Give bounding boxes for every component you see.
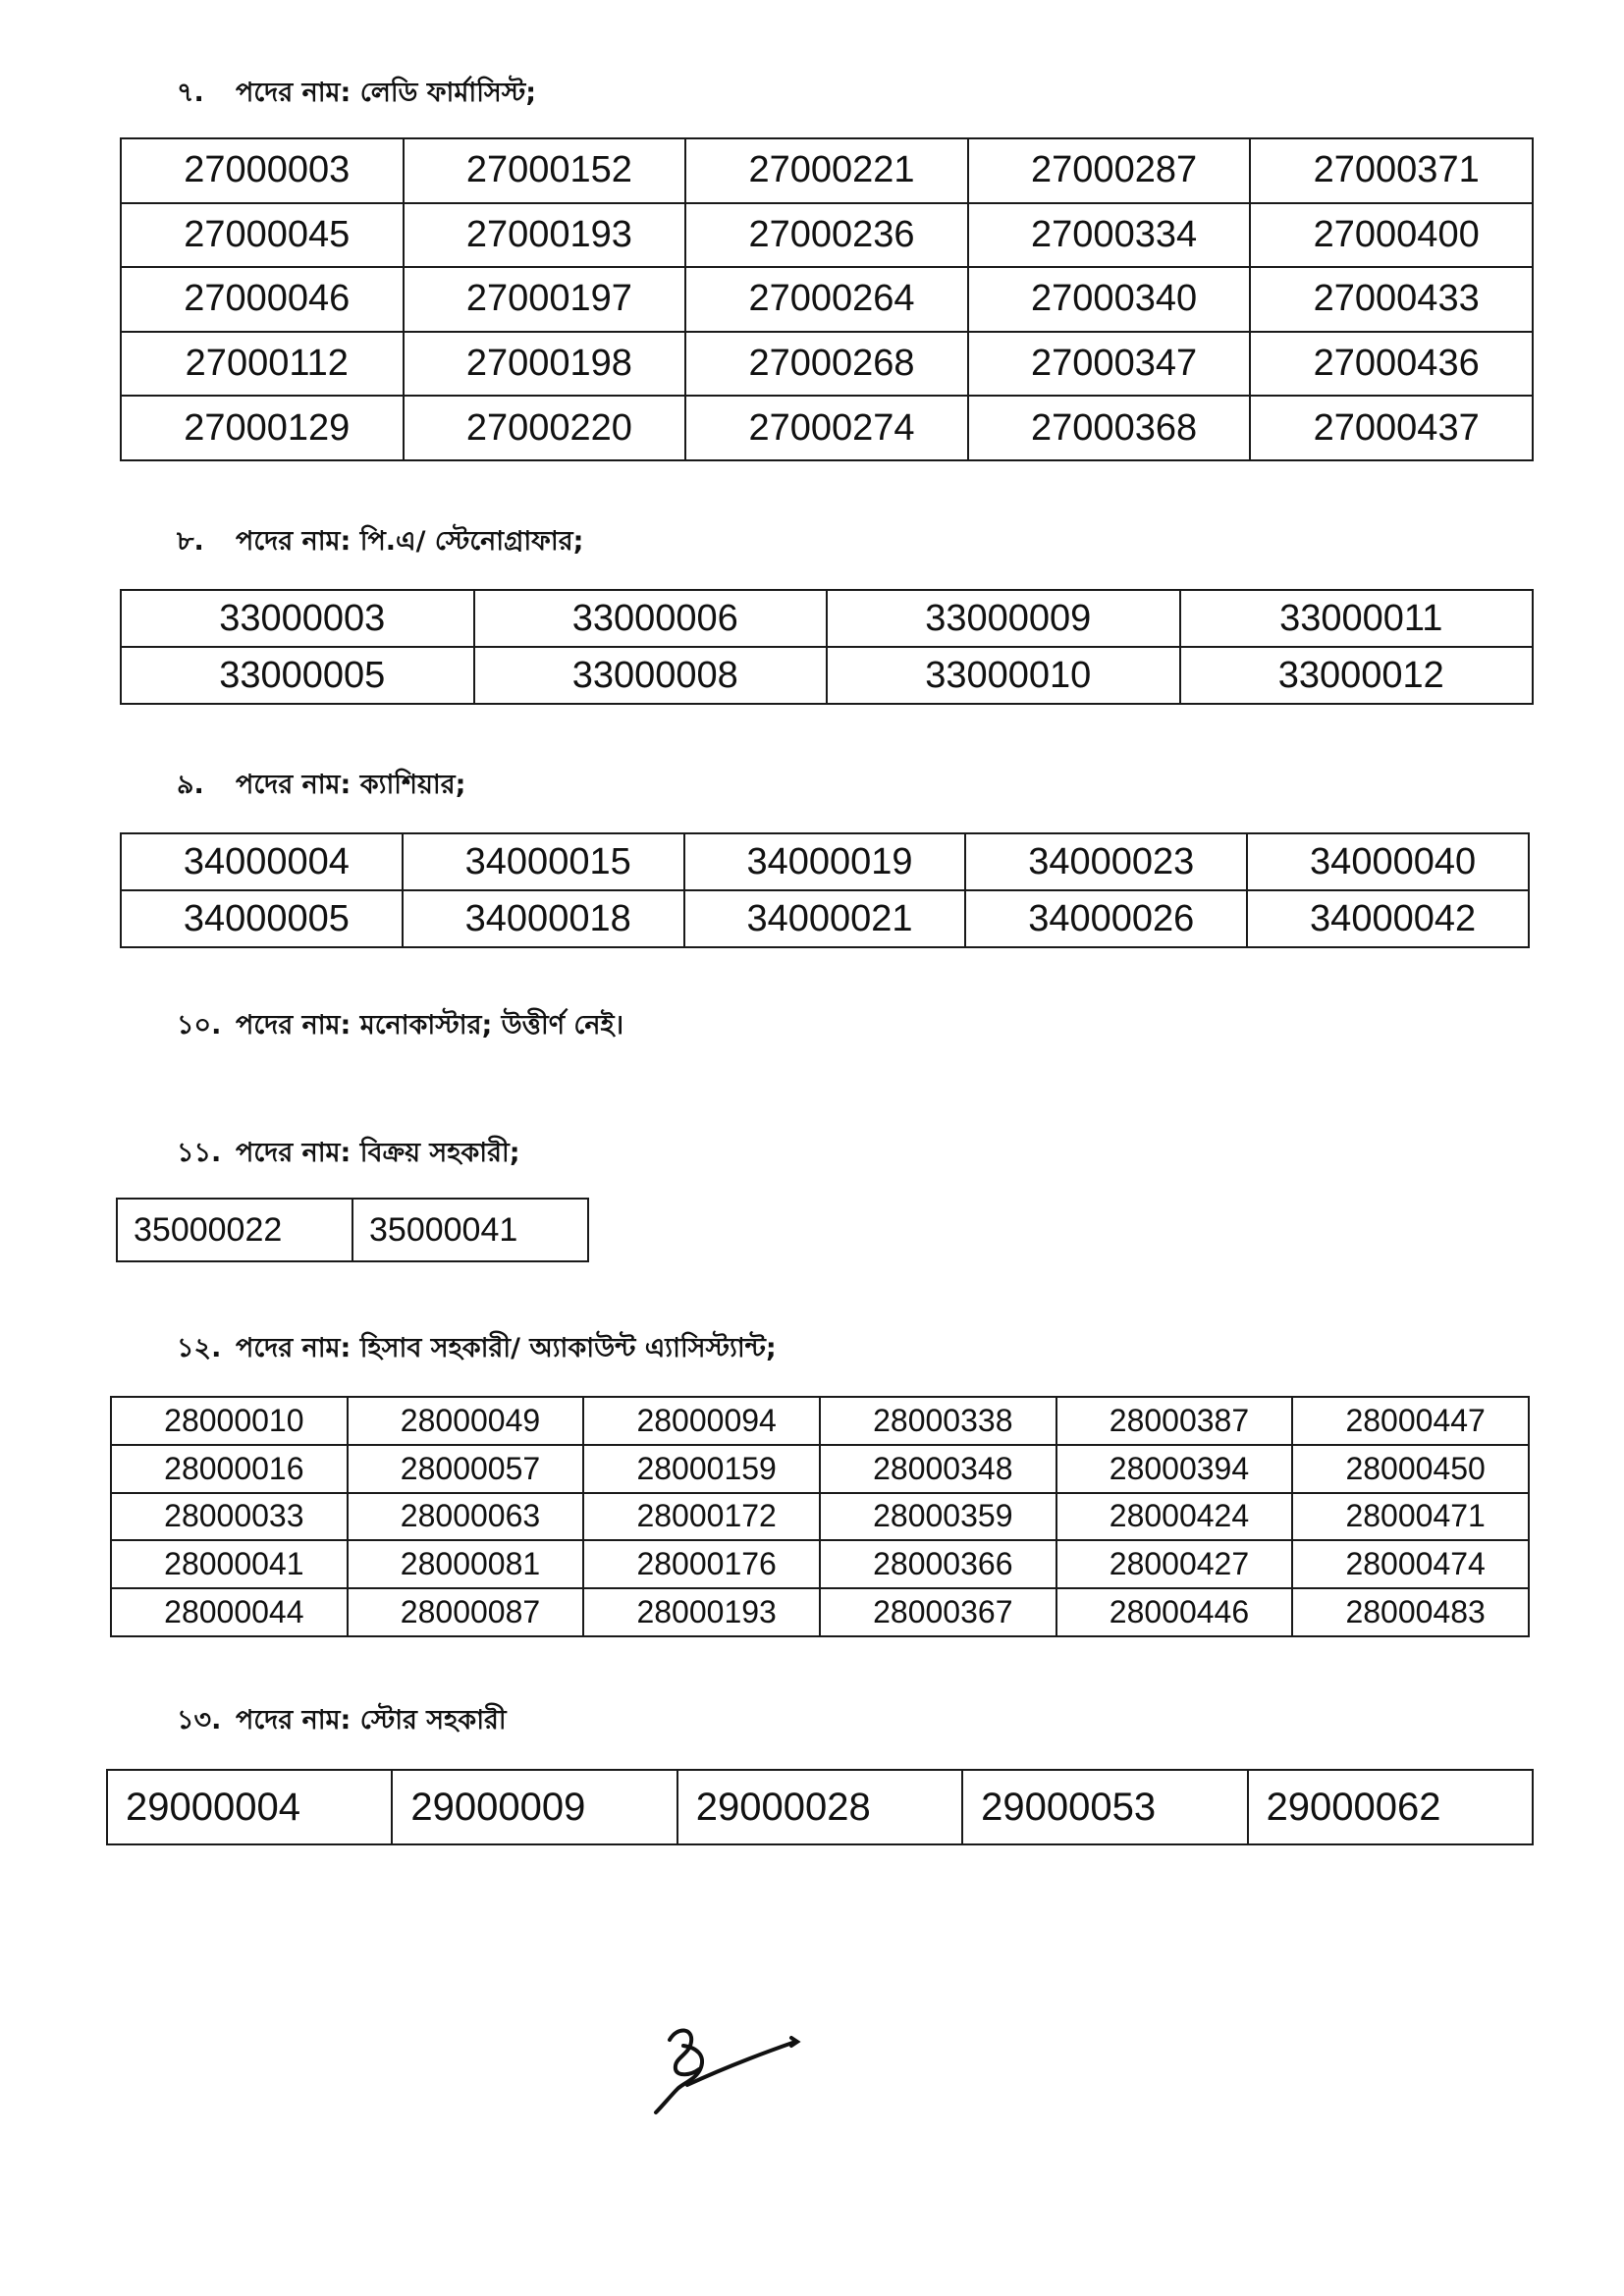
roll-number-cell: 28000176 [583,1540,820,1588]
roll-number-cell: 34000015 [403,833,684,890]
roll-number-cell: 33000003 [121,590,474,647]
roll-number-cell: 34000042 [1247,890,1529,947]
table-row [121,138,1533,203]
table-row [111,1588,1529,1636]
roll-number-cell: 34000019 [684,833,966,890]
table-row [121,890,1529,947]
roll-number-cell: 27000129 [121,396,404,460]
roll-number-cell: 27000046 [121,267,404,332]
section-number: ৮. [177,526,204,557]
roll-number-cell: 29000004 [107,1770,392,1844]
roll-number-cell: 28000094 [583,1397,820,1445]
table-row [111,1397,1529,1445]
roll-number-cell: 27000268 [685,332,968,397]
roll-number-cell: 28000424 [1056,1493,1293,1541]
roll-number-cell: 27000221 [685,138,968,203]
table-row [121,203,1533,268]
roll-number-cell: 27000368 [968,396,1251,460]
roll-number-cell: 28000367 [820,1588,1056,1636]
roll-number-cell: 28000427 [1056,1540,1293,1588]
roll-number-cell: 28000087 [348,1588,584,1636]
roll-number-cell: 34000004 [121,833,403,890]
roll-number-cell: 28000159 [583,1445,820,1493]
roll-number-cell: 28000044 [111,1588,348,1636]
section-title: পদের নাম: ক্যাশিয়ার; [236,770,466,800]
section-12-heading [177,1332,777,1365]
table-row [121,396,1533,460]
section-title: পদের নাম: হিসাব সহকারী/ অ্যাকাউন্ট এ্যাসিস্ট্যান্ট; [236,1333,777,1363]
table-row [121,647,1533,704]
roll-number-cell: 27000274 [685,396,968,460]
roll-number-cell: 27000400 [1250,203,1533,268]
roll-number-cell: 28000010 [111,1397,348,1445]
section-number: ১০. [177,1010,222,1041]
section-8-heading [177,525,583,559]
roll-number-cell: 33000011 [1180,590,1534,647]
table-row [121,833,1529,890]
section-number: ১২. [177,1333,222,1363]
table-row [111,1540,1529,1588]
roll-number-cell: 27000236 [685,203,968,268]
roll-number-cell: 33000009 [827,590,1180,647]
roll-number-cell: 35000041 [352,1199,588,1261]
roll-table-pa-stenographer [120,589,1534,705]
table-row [107,1770,1533,1844]
roll-number-cell: 28000049 [348,1397,584,1445]
section-title: পদের নাম: স্টোর সহকারী [236,1705,507,1735]
roll-number-cell: 28000446 [1056,1588,1293,1636]
roll-number-cell: 27000198 [404,332,686,397]
roll-number-cell: 29000053 [962,1770,1247,1844]
roll-number-cell: 29000062 [1248,1770,1533,1844]
section-7-heading [177,77,536,110]
section-title: পদের নাম: বিক্রয় সহকারী; [236,1138,520,1168]
roll-number-cell: 33000008 [474,647,828,704]
table-row [121,332,1533,397]
table-row [117,1199,588,1261]
section-title: পদের নাম: মনোকাস্টার; উত্তীর্ণ নেই। [236,1010,624,1041]
roll-number-cell: 28000450 [1292,1445,1529,1493]
roll-number-cell: 27000197 [404,267,686,332]
roll-number-cell: 28000016 [111,1445,348,1493]
table-row [121,267,1533,332]
roll-number-cell: 28000338 [820,1397,1056,1445]
roll-number-cell: 28000033 [111,1493,348,1541]
roll-table-account-assistant [110,1396,1530,1637]
roll-number-cell: 28000359 [820,1493,1056,1541]
section-11-heading [177,1137,520,1170]
table-row [121,590,1533,647]
roll-table-store-assistant [106,1769,1534,1845]
roll-number-cell: 27000193 [404,203,686,268]
roll-number-cell: 27000433 [1250,267,1533,332]
roll-number-cell: 27000334 [968,203,1251,268]
roll-number-cell: 27000152 [404,138,686,203]
roll-number-cell: 34000005 [121,890,403,947]
roll-number-cell: 33000010 [827,647,1180,704]
roll-table-sales-assistant [116,1198,589,1262]
roll-number-cell: 28000041 [111,1540,348,1588]
section-number: ১১. [177,1138,222,1168]
roll-number-cell: 33000006 [474,590,828,647]
roll-number-cell: 28000387 [1056,1397,1293,1445]
roll-number-cell: 34000023 [965,833,1247,890]
roll-number-cell: 29000028 [677,1770,962,1844]
signature-mark [648,2012,815,2120]
roll-number-cell: 27000264 [685,267,968,332]
roll-number-cell: 28000348 [820,1445,1056,1493]
roll-number-cell: 28000063 [348,1493,584,1541]
section-number: ৯. [177,770,204,800]
roll-number-cell: 27000045 [121,203,404,268]
roll-number-cell: 27000003 [121,138,404,203]
roll-number-cell: 27000112 [121,332,404,397]
roll-number-cell: 27000347 [968,332,1251,397]
roll-number-cell: 35000022 [117,1199,352,1261]
roll-number-cell: 27000220 [404,396,686,460]
roll-number-cell: 34000021 [684,890,966,947]
roll-number-cell: 34000018 [403,890,684,947]
section-title: পদের নাম: লেডি ফার্মাসিস্ট; [236,78,537,108]
roll-number-cell: 33000012 [1180,647,1534,704]
roll-number-cell: 28000394 [1056,1445,1293,1493]
table-row [111,1493,1529,1541]
roll-number-cell: 27000340 [968,267,1251,332]
roll-number-cell: 27000437 [1250,396,1533,460]
roll-number-cell: 28000483 [1292,1588,1529,1636]
roll-number-cell: 33000005 [121,647,474,704]
roll-number-cell: 29000009 [392,1770,677,1844]
roll-number-cell: 28000447 [1292,1397,1529,1445]
roll-number-cell: 28000471 [1292,1493,1529,1541]
section-13-heading [177,1704,507,1737]
roll-number-cell: 34000040 [1247,833,1529,890]
roll-number-cell: 28000193 [583,1588,820,1636]
roll-table-lady-pharmacist [120,137,1534,461]
section-9-heading [177,769,465,802]
roll-number-cell: 28000057 [348,1445,584,1493]
roll-number-cell: 27000371 [1250,138,1533,203]
roll-number-cell: 28000172 [583,1493,820,1541]
section-number: ৭. [177,78,204,108]
table-row [111,1445,1529,1493]
roll-number-cell: 28000474 [1292,1540,1529,1588]
roll-number-cell: 27000287 [968,138,1251,203]
roll-number-cell: 27000436 [1250,332,1533,397]
section-title: পদের নাম: পি.এ/ স্টেনোগ্রাফার; [236,526,584,557]
section-10-heading [177,1009,623,1042]
section-number: ১৩. [177,1705,222,1735]
roll-number-cell: 28000081 [348,1540,584,1588]
roll-number-cell: 34000026 [965,890,1247,947]
roll-table-cashier [120,832,1530,948]
roll-number-cell: 28000366 [820,1540,1056,1588]
